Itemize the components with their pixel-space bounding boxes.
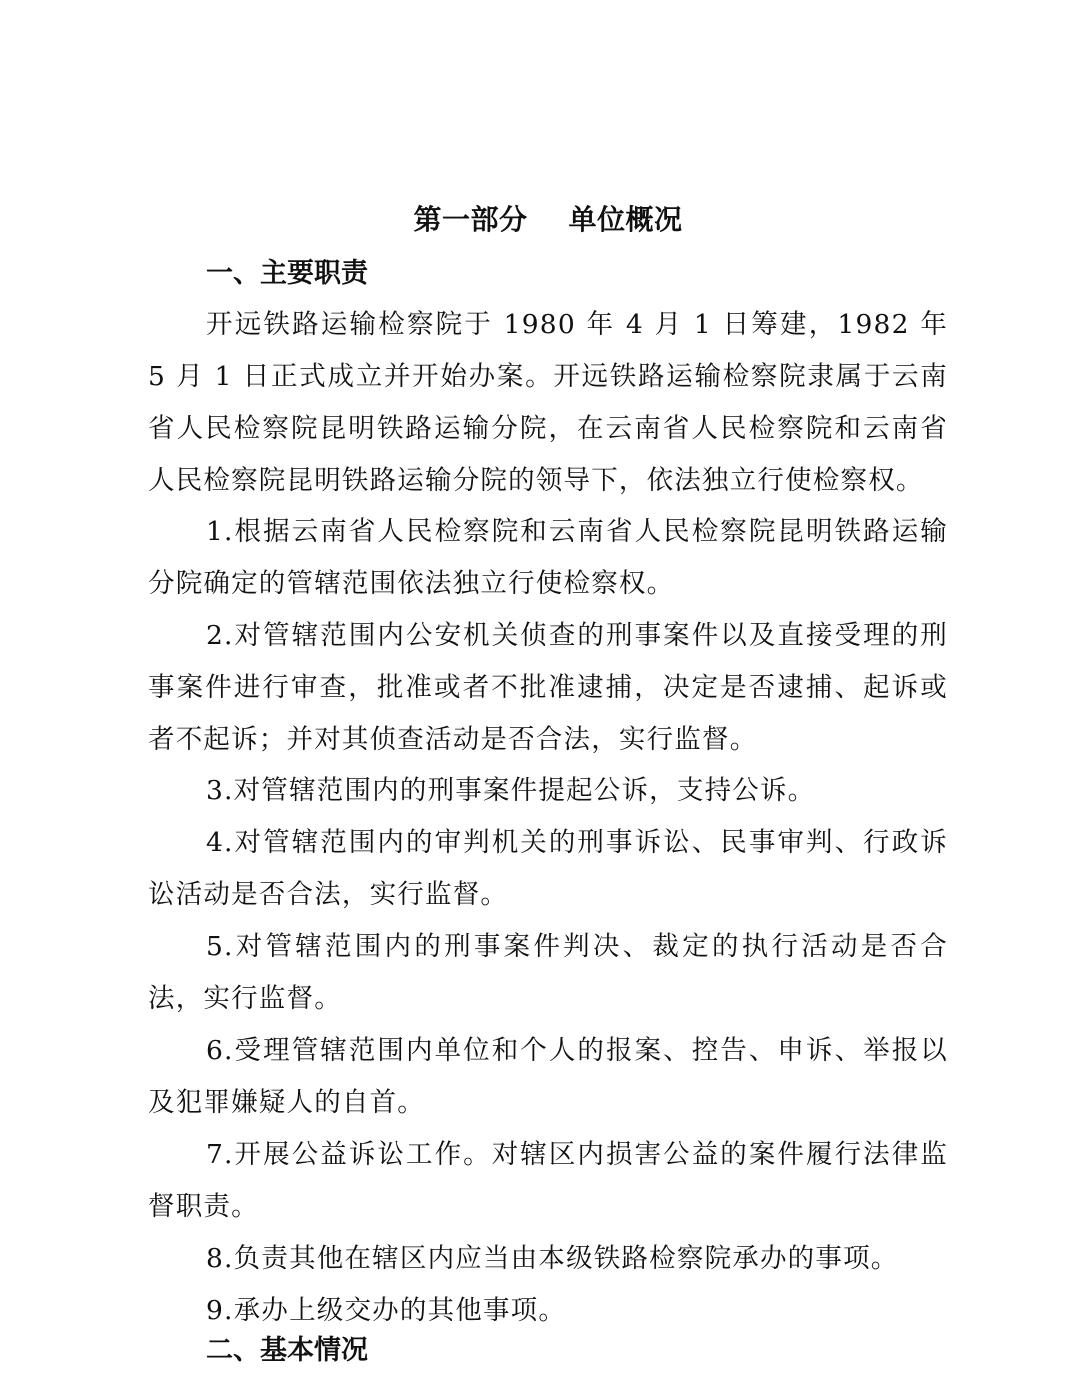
page-title: 第一部分 单位概况 — [413, 203, 683, 236]
duty-item-5: 5.对管辖范围内的刑事案件判决、裁定的执行活动是否合法，实行监督。 — [148, 931, 948, 1014]
duty-item-7: 7.开展公益诉讼工作。对辖区内损害公益的案件履行法律监督职责。 — [148, 1139, 948, 1222]
duty-item-6: 6.受理管辖范围内单位和个人的报案、控告、申诉、举报以及犯罪嫌疑人的自首。 — [148, 1035, 948, 1118]
duty-item-4: 4.对管辖范围内的审判机关的刑事诉讼、民事审判、行政诉讼活动是否合法，实行监督。 — [148, 827, 948, 910]
duty-item-2: 2.对管辖范围内公安机关侦查的刑事案件以及直接受理的刑事案件进行审查，批准或者不批准逮捕，决定是否逮捕、起诉或者不起诉；并对其侦查活动是否合法，实行监督。 — [148, 620, 948, 755]
section-heading-main-duties: 一、主要职责 — [206, 258, 368, 289]
duty-item-1: 1.根据云南省人民检察院和云南省人民检察院昆明铁路运输分院确定的管辖范围依法独立行使检察权。 — [148, 516, 948, 599]
duty-item-9: 9.承办上级交办的其他事项。 — [206, 1295, 567, 1326]
duty-item-8: 8.负责其他在辖区内应当由本级铁路检察院承办的事项。 — [206, 1243, 899, 1274]
section-heading-basic-info: 二、基本情况 — [206, 1335, 368, 1366]
duty-item-3: 3.对管辖范围内的刑事案件提起公诉，支持公诉。 — [206, 775, 816, 806]
intro-paragraph: 开远铁路运输检察院于 1980 年 4 月 1 日筹建，1982 年 5 月 1 日正式成立并开始办案。开远铁路运输检察院隶属于云南省人民检察院昆明铁路运输分院，在云南省人民检察院和云南省人民检察院昆明铁路运输分院的领导下，依法独立行使检察权。 — [148, 309, 948, 496]
